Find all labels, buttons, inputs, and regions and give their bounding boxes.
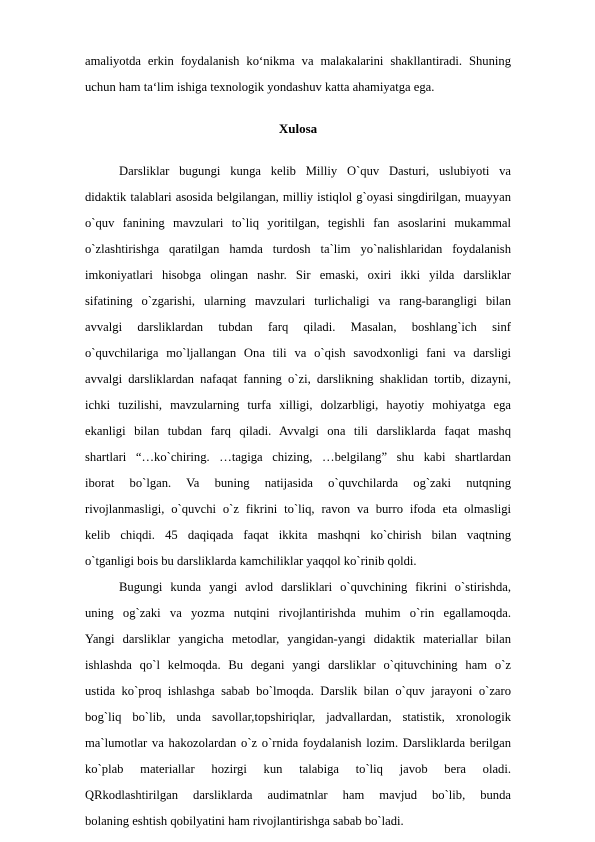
paragraph1-line: ekanligi bilan tubdan farq qiladi. Avvalgi ona tili darsliklarda faqat mashq xyxy=(85,424,511,438)
paragraph1-line: avvalgi darsliklardan nafaqat fanning o`zi, darslikning shaklidan tortib, dizayni, xyxy=(85,372,511,386)
paragraph1-line: Darsliklar bugungi kunga kelib Milliy O`quv Dasturi, uslubiyoti va xyxy=(119,164,511,178)
section-heading: Xulosa xyxy=(278,121,318,136)
paragraph1-line: shartlari “…ko`chiring. …tagiga chizing, …belgilang” shu kabi shartlardan xyxy=(85,450,511,464)
paragraph2-line: Yangi darsliklar yangicha metodlar, yangidan-yangi didaktik materiallar bilan xyxy=(85,632,511,646)
paragraph1-line: iborat bo`lgan. Va buning natijasida o`quvchilarda og`zaki nutqning xyxy=(85,476,511,490)
paragraph1-line: imkoniyatlari hisobga olingan nashr. Sir emaski, oxiri ikki yilda darsliklar xyxy=(85,268,511,282)
paragraph2-line: QRkodlashtirilgan darsliklarda audimatnlar ham mavjud bo`lib, bunda xyxy=(85,788,511,802)
paragraph1-line: o`tganligi bois bu darsliklarda kamchiliklar yaqqol ko`rinib qoldi. xyxy=(85,554,417,568)
paragraph1-line: sifatining o`zgarishi, ularning mavzulari turlichaligi va rang-barangligi bilan xyxy=(85,294,511,308)
paragraph2-line: ko`plab materiallar hozirgi kun talabiga to`liq javob bera oladi. xyxy=(85,762,511,776)
paragraph1-line: avvalgi darsliklardan tubdan farq qiladi. Masalan, boshlang`ich sinf xyxy=(85,320,511,334)
intro-line: uchun ham ta‘lim ishiga texnologik yondashuv katta ahamiyatga ega. xyxy=(85,80,435,94)
paragraph2-line: uning og`zaki va yozma nutqini rivojlantirishda muhim o`rin egallamoqda. xyxy=(85,606,511,620)
paragraph2-line: bolaning eshtish qobilyatini ham rivojlantirishga sabab bo`ladi. xyxy=(85,814,404,828)
paragraph1-line: didaktik talablari asosida belgilangan, milliy istiqlol g`oyasi singdirilgan, muayyan xyxy=(85,190,511,204)
paragraph1-line: o`zlashtirishga qaratilgan hamda turdosh ta`lim yo`nalishlaridan foydalanish xyxy=(85,242,511,256)
intro-line: amaliyotda erkin foydalanish ko‘nikma va malakalarini shakllantiradi. Shuning xyxy=(85,54,511,68)
paragraph1-line: kelib chiqdi. 45 daqiqada faqat ikkita mashqni ko`chirish bilan vaqtning xyxy=(85,528,511,542)
paragraph1-line: ichki tuzilishi, mavzularning turfa xilligi, dolzarbligi, hayotiy mohiyatga ega xyxy=(85,398,511,412)
paragraph2-line: ishlashda qo`l kelmoqda. Bu degani yangi darsliklar o`qituvchining ham o`z xyxy=(85,658,511,672)
paragraph2-line: bog`liq bo`lib, unda savollar,topshiriqlar, jadvallardan, statistik, xronologik xyxy=(85,710,511,724)
paragraph2-line: ustida ko`proq ishlashga sabab bo`lmoqda. Darslik bilan o`quv jarayoni o`zaro xyxy=(85,684,511,698)
paragraph2-line: ma`lumotlar va hakozolardan o`z o`rnida foydalanish lozim. Darsliklarda berilgan xyxy=(85,736,511,750)
paragraph2-line: Bugungi kunda yangi avlod darsliklari o`quvchining fikrini o`stirishda, xyxy=(119,580,511,594)
paragraph1-line: rivojlanmasligi, o`quvchi o`z fikrini to`liq, ravon va burro ifoda eta olmasligi xyxy=(85,502,511,516)
paragraph1-line: o`quvchilariga mo`ljallangan Ona tili va o`qish savodxonligi fani va darsligi xyxy=(85,346,511,360)
paragraph1-line: o`quv fanining mavzulari to`liq yoritilgan, tegishli fan asoslarini mukammal xyxy=(85,216,511,230)
